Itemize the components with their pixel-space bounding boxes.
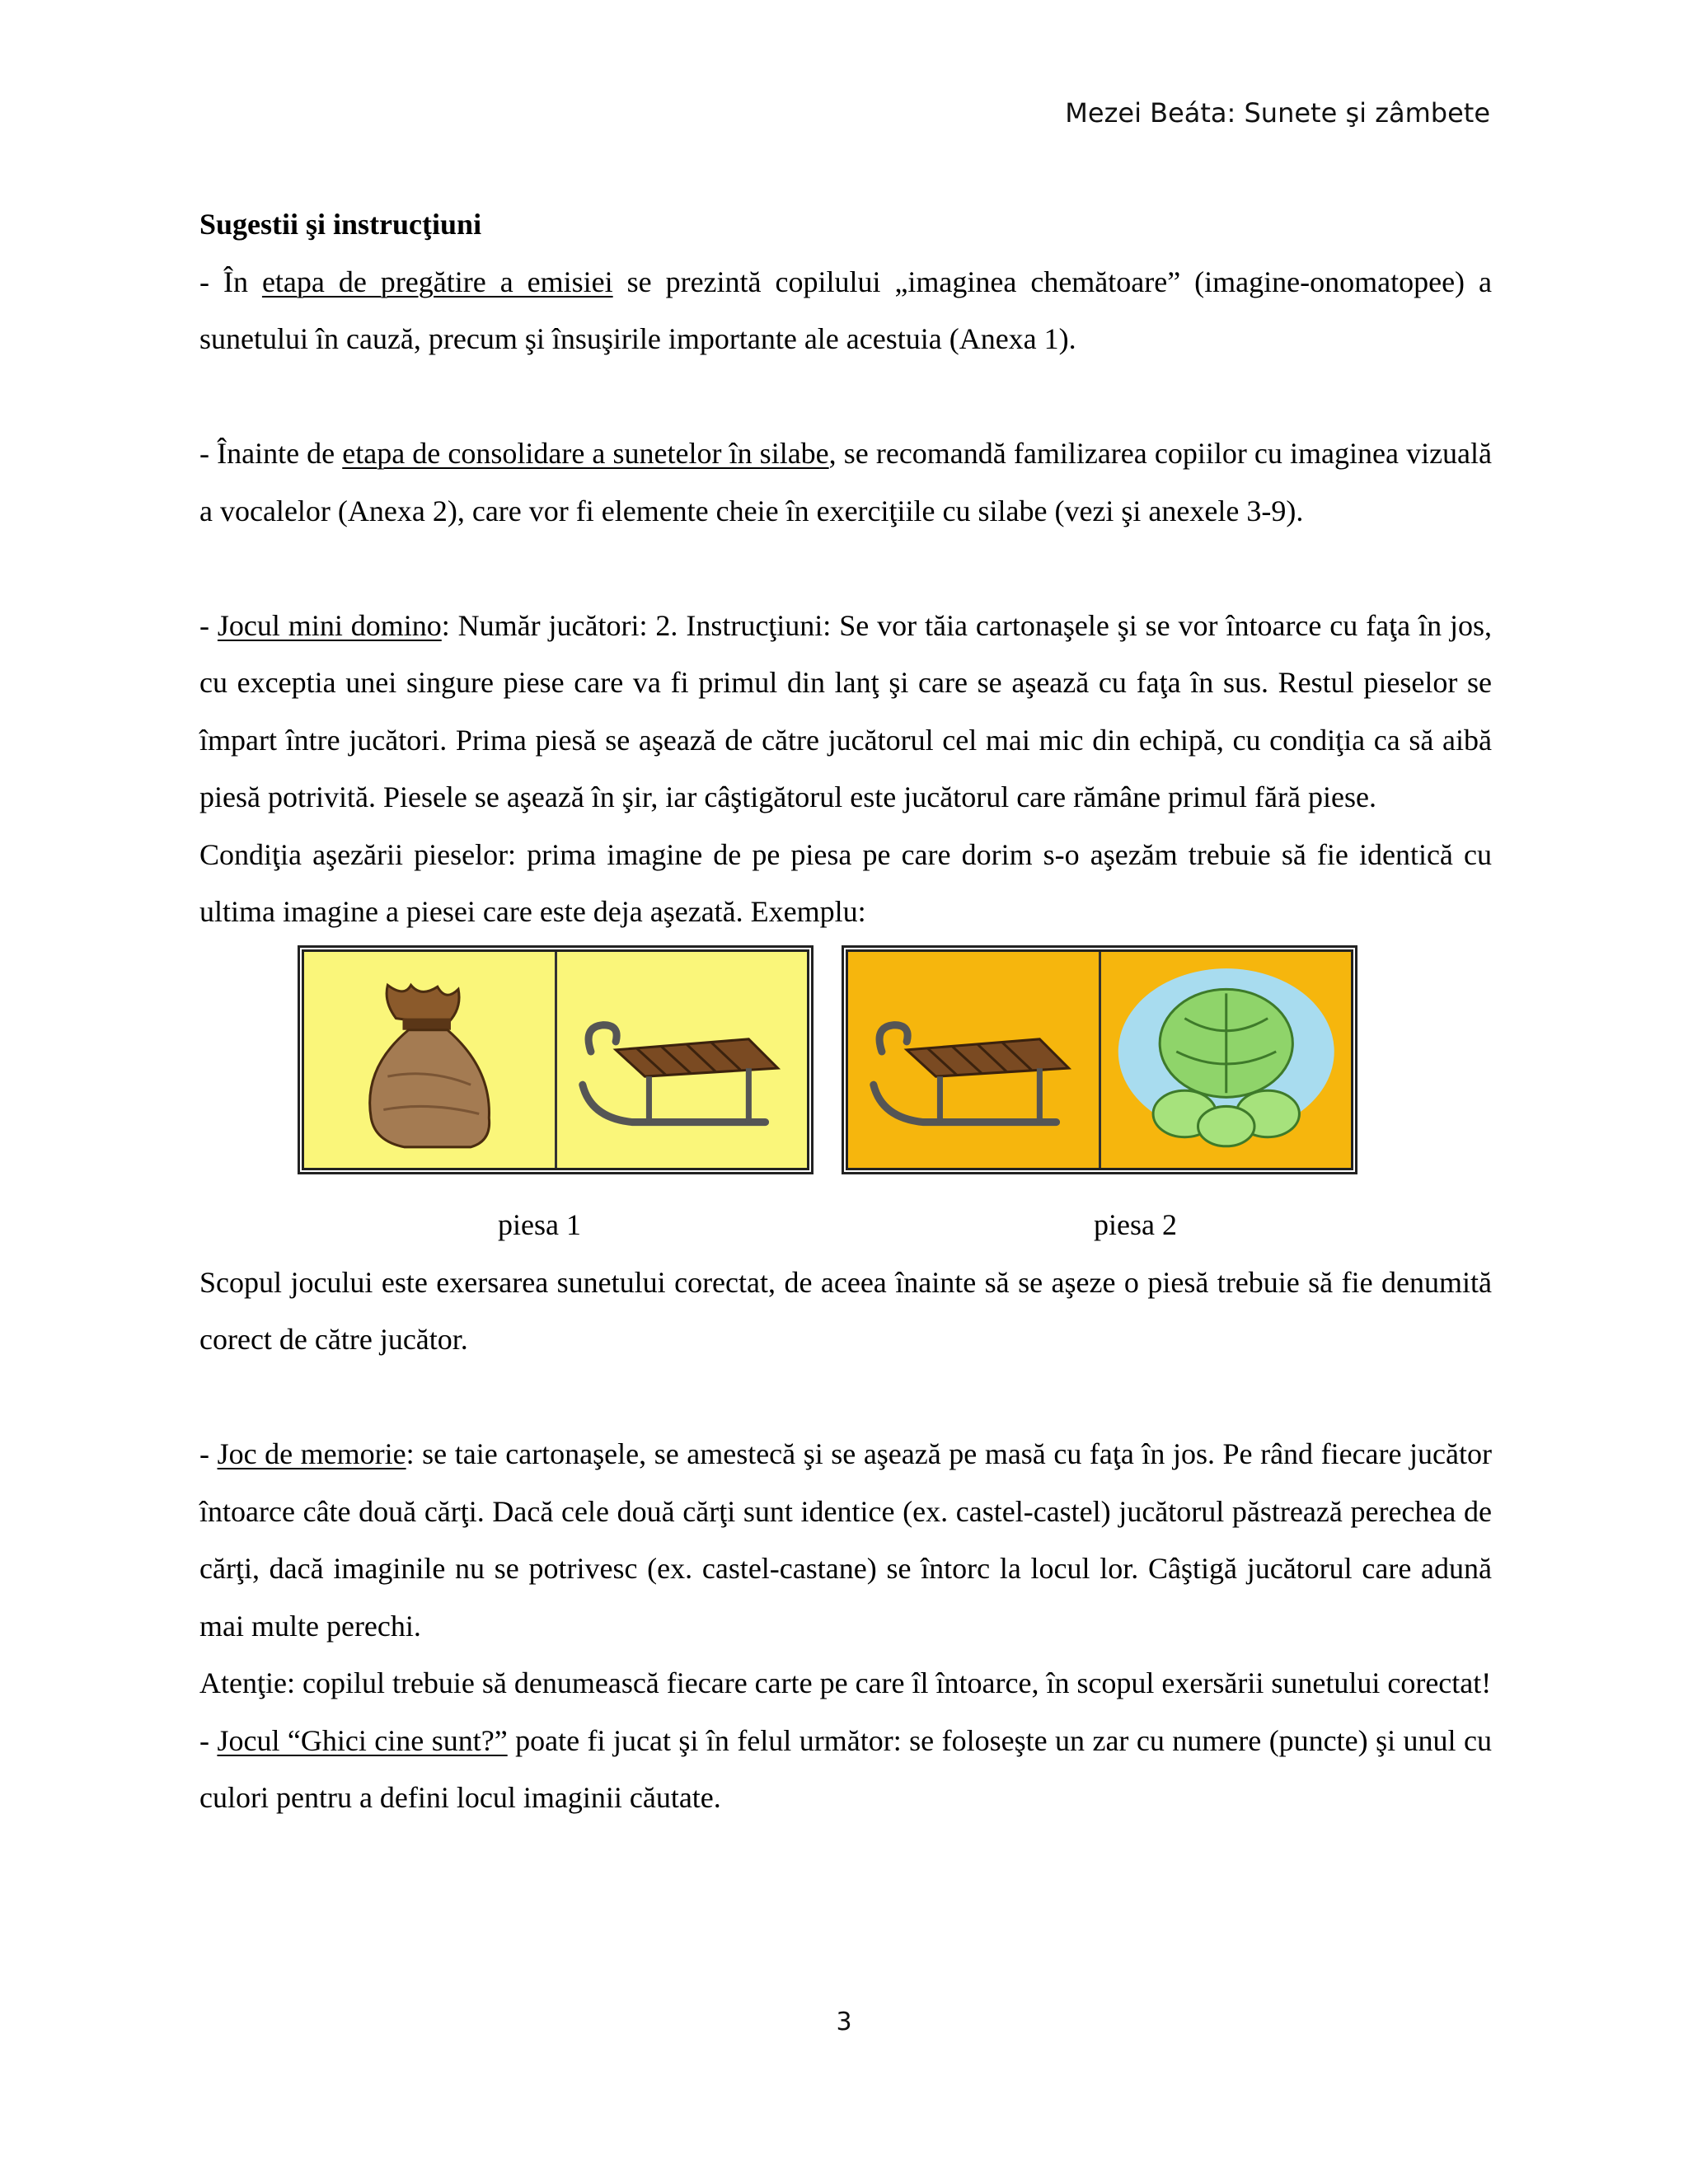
underlined-term: etapa de consolidare a sunetelor în silabe: [342, 437, 829, 470]
caption-piece-2: piesa 2: [1094, 1207, 1177, 1241]
paragraph-memory-game: [199, 1426, 1492, 1655]
page-number: 3: [836, 2008, 852, 2036]
paragraph-game-purpose: Scopul jocului este exersarea sunetului corectat, de aceea înainte să se aşeze o piesă trebuie să fie denumită corect de către jucător.: [199, 1265, 1492, 1356]
cabbage-icon: [1101, 952, 1352, 1168]
sack-icon: [304, 952, 555, 1168]
underlined-term: Jocul “Ghici cine sunt?”: [217, 1723, 508, 1757]
domino-half: [848, 952, 1099, 1168]
paragraph-preparation: [199, 254, 1492, 368]
page-content: [199, 196, 1492, 1827]
domino-piece-1: [302, 949, 809, 1170]
underlined-term: etapa de pregătire a emisiei: [261, 265, 613, 298]
paragraph-domino: [199, 598, 1492, 827]
caption-piece-1: piesa 1: [498, 1207, 581, 1241]
paragraph-text: : Număr jucători: 2. Instrucţiuni: Se vor tăia cartonaşele şi se vor întoarce cu faţa în jos, cu exceptia unei singure piese care va fi primul din lanţ şi care se aşează cu faţa în sus. Restul pieselor se împart între jucători. Prima piesă se aşează de către jucătorul cel mai mic din echipă, cu condiţia ca să aibă piesă potrivită. Piesele se aşează în şir, iar câştigătorul este jucătorul care rămâne primul fără piese.: [199, 608, 1492, 813]
paragraph-guess-game: [199, 1713, 1492, 1827]
figure-captions: [199, 1197, 1492, 1254]
paragraph-lead: -: [199, 608, 218, 642]
section-title: Sugestii şi instrucţiuni: [199, 208, 482, 241]
paragraph-syllables: [199, 425, 1492, 540]
underlined-term: Joc de memorie: [217, 1437, 406, 1470]
domino-piece-2: [846, 949, 1353, 1170]
running-header: Mezei Beáta: Sunete şi zâmbete: [1065, 97, 1490, 129]
paragraph-lead: -: [199, 1437, 218, 1470]
sled-icon: [557, 952, 808, 1168]
underlined-term: Jocul mini domino: [217, 608, 442, 642]
paragraph-placement-condition: Condiţia aşezării pieselor: prima imagine de pe piesa pe care dorim s-o aşezăm trebuie să fie identică cu ultima imagine a piesei care este deja aşezată. Exemplu:: [199, 837, 1492, 928]
domino-half: [1099, 952, 1352, 1168]
paragraph-text: poate fi jucat şi în felul următor: se foloseşte un zar cu numere (puncte) şi unul cu culori pentru a defini locul imaginii căutate.: [199, 1723, 1492, 1814]
domino-examples: [199, 949, 1492, 1172]
domino-half: [555, 952, 808, 1168]
paragraph-text: : se taie cartonaşele, se amestecă şi se aşează pe masă cu faţa în jos. Pe rând fiecare jucător întoarce câte două cărţi. Dacă cele două cărţi sunt identice (ex. castel-castel) jucătorul păstrează perechea de cărţi, dacă imaginile nu se potrivesc (ex. castel-castane) se întorc la locul lor. Câştigă jucătorul care adună mai multe perechi.: [199, 1437, 1493, 1643]
sled-icon: [848, 952, 1099, 1168]
paragraph-attention: Atenţie: copilul trebuie să denumească fiecare carte pe care îl întoarce, în scopul exersării sunetului corectat!: [199, 1666, 1492, 1699]
paragraph-lead: - Înainte de: [199, 437, 343, 470]
paragraph-text: , se recomandă familizarea copiilor cu imaginea vizuală a vocalelor (Anexa 2), care vor fi elemente cheie în exerciţiile cu silabe (vezi şi anexele 3-9).: [199, 437, 1493, 527]
paragraph-lead: -: [199, 1723, 218, 1757]
domino-half: [304, 952, 555, 1168]
paragraph-text: se prezintă copilului „imaginea chemătoare” (imagine-onomatopee) a sunetului în cauză, precum şi însuşirile importante ale acestuia (Anexa 1).: [199, 265, 1493, 355]
paragraph-lead: - În: [199, 265, 262, 298]
